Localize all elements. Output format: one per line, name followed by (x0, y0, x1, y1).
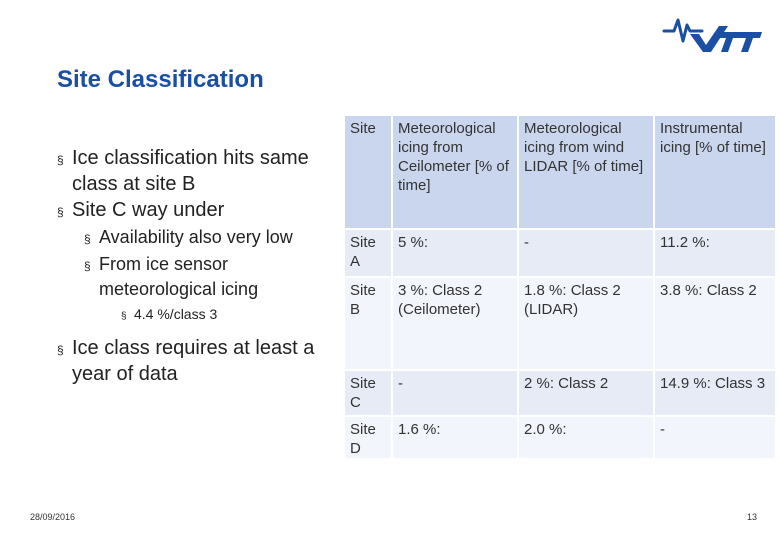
table-cell: Site C (345, 370, 392, 416)
table-cell: 11.2 %: (654, 229, 775, 277)
bullet-list (57, 146, 347, 388)
bullet-square-icon: § (57, 153, 64, 167)
table-header-cell: Instrumental icing [% of time] (654, 116, 775, 229)
table-cell: 2 %: Class 2 (518, 370, 654, 416)
table-cell: 2.0 %: (518, 416, 654, 459)
table-cell: - (654, 416, 775, 459)
table-row (345, 370, 775, 416)
bullet-item: § Ice classification hits same class at site B (57, 147, 309, 195)
table-cell: 5 %: (392, 229, 518, 277)
footer-date: 28/09/2016 (30, 512, 76, 522)
table-header-cell: Site (345, 116, 392, 229)
table-cell: Site B (345, 277, 392, 370)
bullet-square-icon: § (57, 343, 64, 357)
bullet-item: § Site C way under (57, 198, 347, 224)
table-header-row (345, 116, 775, 229)
table-row (345, 229, 775, 277)
page-number: 13 (747, 512, 758, 522)
bullet-square-icon: § (57, 205, 64, 219)
table-cell: Site D (345, 416, 392, 459)
bullet-square-icon: § (84, 259, 91, 273)
bullet-item: § 4.4 %/class 3 (57, 305, 347, 326)
vtt-logo-icon (662, 14, 762, 54)
bullet-item: § From ice sensor meteorological icing (84, 254, 259, 299)
table-cell: 14.9 %: Class 3 (654, 370, 775, 416)
table-cell: 3 %: Class 2 (Ceilometer) (392, 277, 518, 370)
table-header-cell: Meteorological icing from Ceilometer [% of time] (392, 116, 518, 229)
table-cell: Site A (345, 229, 392, 277)
table-cell: - (392, 370, 518, 416)
table-row (345, 416, 775, 459)
bullet-item: § Availability also very low (57, 226, 347, 251)
table-cell: 1.6 %: (392, 416, 518, 459)
bullet-square-icon: § (84, 232, 91, 246)
table-cell: - (518, 229, 654, 277)
table-header-cell: Meteorological icing from wind LIDAR [% of time] (518, 116, 654, 229)
table-row (345, 277, 775, 370)
table-cell: 1.8 %: Class 2 (LIDAR) (518, 277, 654, 370)
bullet-square-icon: § (121, 311, 127, 322)
slide-title: Site Classification (57, 66, 264, 93)
icing-table (345, 116, 775, 460)
bullet-item: § Ice class requires at least a year of data (57, 337, 315, 385)
table-cell: 3.8 %: Class 2 (654, 277, 775, 370)
